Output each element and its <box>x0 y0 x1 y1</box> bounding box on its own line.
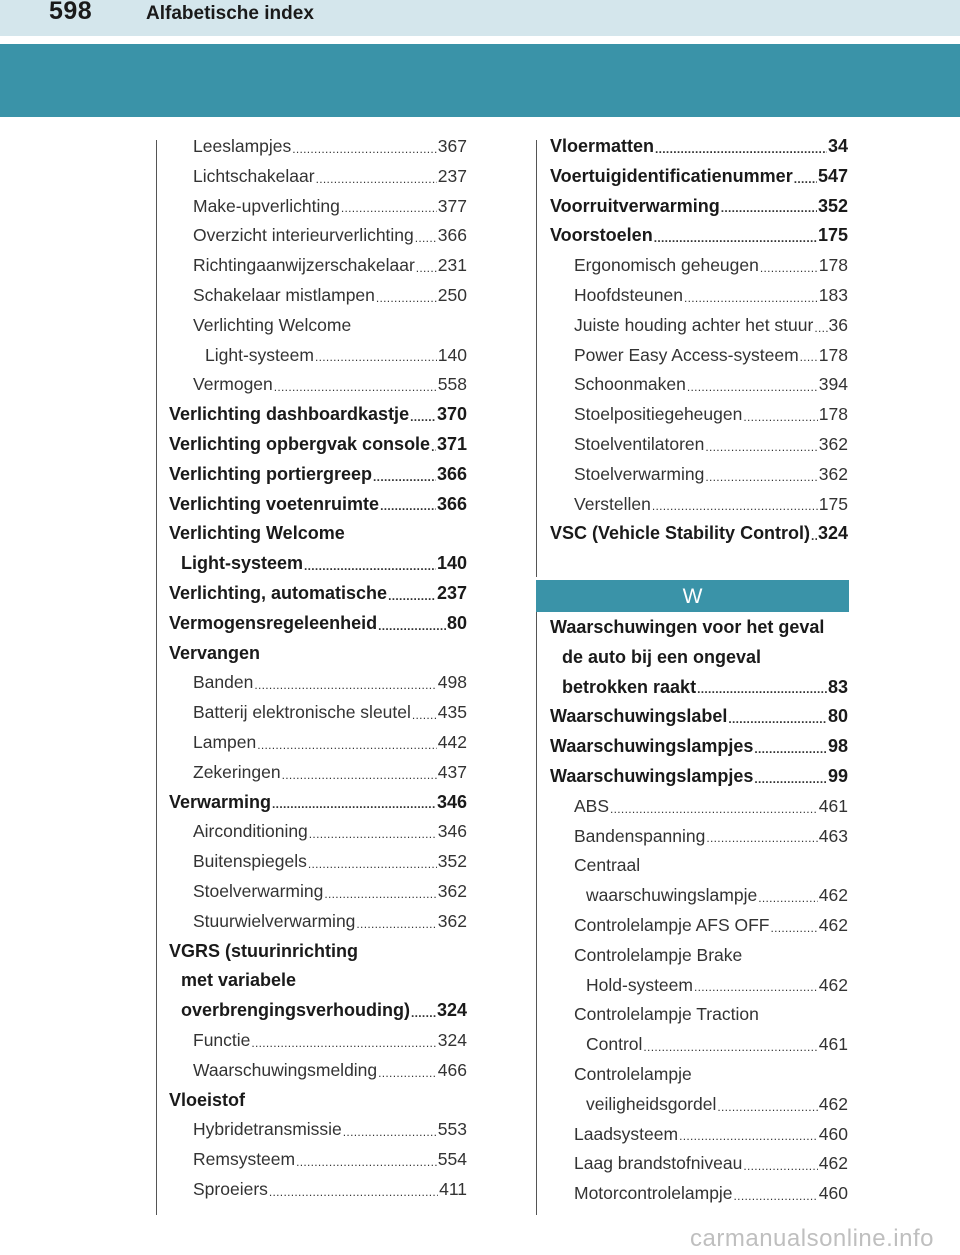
index-entry-term: Vermogen <box>193 374 273 395</box>
index-entry <box>169 370 467 400</box>
right-column-rule-lower <box>536 612 537 1215</box>
index-entry <box>169 966 467 996</box>
index-entry <box>550 851 848 881</box>
index-entry-term: Schoonmaken <box>574 374 686 395</box>
index-entry-page: 462 <box>818 1153 848 1174</box>
index-entry-term: Power Easy Access-systeem <box>574 344 799 365</box>
index-entry-page: 352 <box>437 851 467 872</box>
index-entry <box>169 221 467 251</box>
index-entry-page: 554 <box>437 1149 467 1170</box>
dot-leader <box>415 221 437 251</box>
index-entry-term: Control <box>586 1034 643 1055</box>
index-entry-term: Schakelaar mistlampen <box>193 284 375 305</box>
index-entry-term: Verlichting opbergvak console <box>169 433 431 454</box>
dot-leader <box>655 132 827 162</box>
index-entry <box>169 519 467 549</box>
index-entry <box>550 132 848 162</box>
index-entry-term: Voorstoelen <box>550 225 653 246</box>
index-entry <box>169 430 467 460</box>
index-entry <box>169 1086 467 1116</box>
dot-leader <box>654 221 817 251</box>
dot-leader <box>706 822 817 852</box>
index-entry-page: 178 <box>818 404 848 425</box>
index-entry <box>550 673 848 703</box>
dot-leader <box>684 281 818 311</box>
index-entry-page: 175 <box>818 493 848 514</box>
index-entry-term: Lampen <box>193 731 257 752</box>
index-entry-term: Waarschuwingslampjes <box>550 765 754 786</box>
index-entry-term: Voertuigidentificatienummer <box>550 165 793 186</box>
index-entry-term: Sproeiers <box>193 1178 268 1199</box>
index-entry-page: 324 <box>436 1000 467 1021</box>
index-entry <box>169 311 467 341</box>
index-entry-term: VSC (Vehicle Stability Control) <box>550 523 811 544</box>
index-entry-term: VGRS (stuurinrichting <box>169 940 358 961</box>
index-entry-page: 463 <box>818 825 848 846</box>
index-entry-term: met variabele <box>181 970 297 991</box>
index-entry-page: 237 <box>436 582 467 603</box>
index-entry-term: Light-systeem <box>205 344 314 365</box>
dot-leader <box>679 1120 818 1150</box>
index-entry-page: 250 <box>437 284 467 305</box>
index-entry <box>169 877 467 907</box>
index-entry-term: Hoofdsteunen <box>574 284 683 305</box>
dot-leader <box>794 162 817 192</box>
index-entry-term: Make-upverlichting <box>193 195 340 216</box>
index-entry <box>550 400 848 430</box>
index-entry-term: waarschuwingslampje <box>586 885 758 906</box>
index-entry <box>550 221 848 251</box>
index-entry-page: 394 <box>818 374 848 395</box>
index-entry-page: 178 <box>818 344 848 365</box>
index-entry <box>550 1090 848 1120</box>
index-entry-page: 466 <box>437 1059 467 1080</box>
index-column-right-w <box>550 613 848 1209</box>
index-entry-term: Lichtschakelaar <box>193 165 315 186</box>
index-entry-page: 183 <box>818 284 848 305</box>
index-entry <box>550 519 848 549</box>
page-number: 598 <box>49 0 93 25</box>
dot-leader <box>697 673 827 703</box>
dot-leader <box>269 1175 438 1205</box>
index-entry-page: 461 <box>818 1034 848 1055</box>
index-entry <box>550 971 848 1001</box>
dot-leader <box>380 490 436 520</box>
index-entry <box>169 400 467 430</box>
dot-leader <box>717 1090 817 1120</box>
index-entry-term: betrokken raakt <box>562 676 697 697</box>
index-entry-page: 460 <box>818 1123 848 1144</box>
index-entry-term: Controlelampje Traction <box>574 1004 759 1025</box>
index-entry <box>550 341 848 371</box>
index-entry-term: Stoelpositiegeheugen <box>574 404 743 425</box>
index-entry-page: 366 <box>437 225 467 246</box>
index-entry <box>169 251 467 281</box>
dot-leader <box>431 430 436 460</box>
index-entry-page: 346 <box>436 791 467 812</box>
dot-leader <box>760 251 818 281</box>
index-entry-term: Stoelverwarming <box>574 463 705 484</box>
header-bar <box>0 0 960 36</box>
index-entry-term: Laag brandstofniveau <box>574 1153 743 1174</box>
index-entry-term: Functie <box>193 1029 251 1050</box>
index-column-right <box>550 132 848 549</box>
index-entry-page: 366 <box>436 493 467 514</box>
index-entry-page: 324 <box>437 1029 467 1050</box>
index-entry-term: Airconditioning <box>193 821 308 842</box>
index-entry-term: Verlichting portiergreep <box>169 463 373 484</box>
index-entry-term: Verwarming <box>169 791 272 812</box>
index-entry-term: Stoelventilatoren <box>574 433 705 454</box>
index-entry <box>169 639 467 669</box>
index-entry-term: Light-systeem <box>181 553 304 574</box>
dot-leader <box>412 698 437 728</box>
index-entry <box>169 162 467 192</box>
index-entry-term: Verlichting, automatische <box>169 582 388 603</box>
index-entry-term: Waarschuwingslampjes <box>550 736 754 757</box>
page-title: Alfabetische index <box>146 3 314 24</box>
index-entry <box>550 881 848 911</box>
dot-leader <box>282 758 437 788</box>
index-entry-page: 352 <box>817 195 848 216</box>
index-entry <box>550 643 848 673</box>
index-entry-term: Controlelampje <box>574 1063 692 1084</box>
index-entry <box>550 1030 848 1060</box>
index-entry <box>550 911 848 941</box>
index-entry-page: 80 <box>446 612 467 633</box>
index-entry-page: 367 <box>437 136 467 156</box>
index-entry-page: 178 <box>818 255 848 276</box>
header-band <box>0 44 960 117</box>
index-entry <box>169 281 467 311</box>
index-entry-term: Ergonomisch geheugen <box>574 255 759 276</box>
index-entry-page: 558 <box>437 374 467 395</box>
dot-leader <box>705 430 817 460</box>
index-column-left <box>169 132 467 1205</box>
dot-leader <box>643 1030 817 1060</box>
index-entry <box>169 341 467 371</box>
dot-leader <box>257 728 437 758</box>
dot-leader <box>610 792 818 822</box>
dot-leader <box>800 341 818 371</box>
index-entry <box>550 732 848 762</box>
index-entry-page: 498 <box>437 672 467 693</box>
index-entry-page: 547 <box>817 165 848 186</box>
index-entry-term: overbrengingsverhouding) <box>181 1000 411 1021</box>
index-entry-term: Motorcontrolelampje <box>574 1183 733 1204</box>
index-entry-page: 411 <box>439 1178 467 1199</box>
dot-leader <box>292 132 437 162</box>
index-entry-page: 36 <box>828 314 848 335</box>
dot-leader <box>758 881 818 911</box>
index-entry <box>550 281 848 311</box>
index-entry-page: 371 <box>436 433 467 454</box>
index-entry-term: Waarschuwingen voor het geval <box>550 617 825 637</box>
dot-leader <box>324 877 436 907</box>
index-entry-term: Banden <box>193 672 254 693</box>
index-entry-term: ABS <box>574 795 610 816</box>
index-entry-page: 362 <box>437 880 467 901</box>
index-entry-term: Leeslampjes <box>193 136 292 156</box>
index-entry-term: veiligheidsgordel <box>586 1093 717 1114</box>
index-entry-term: Centraal <box>574 855 641 876</box>
index-entry-term: Overzicht interieurverlichting <box>193 225 414 246</box>
index-entry-page: 99 <box>827 765 848 786</box>
index-entry <box>550 702 848 732</box>
index-entry <box>169 1175 467 1205</box>
index-entry <box>550 1000 848 1030</box>
index-entry <box>169 1145 467 1175</box>
index-entry-page: 366 <box>436 463 467 484</box>
index-entry-page: 231 <box>437 255 467 276</box>
index-entry-page: 435 <box>437 702 467 723</box>
index-entry-term: Verlichting voetenruimte <box>169 493 380 514</box>
index-entry-term: Verstellen <box>574 493 651 514</box>
dot-leader <box>378 609 446 639</box>
index-entry-page: 83 <box>827 676 848 697</box>
index-entry-page: 462 <box>818 1093 848 1114</box>
index-entry <box>169 1056 467 1086</box>
dot-leader <box>378 1056 437 1086</box>
index-entry <box>169 460 467 490</box>
dot-leader <box>721 192 817 222</box>
index-entry <box>550 370 848 400</box>
index-entry-page: 362 <box>818 433 848 454</box>
index-entry <box>169 579 467 609</box>
index-entry-term: Vloermatten <box>550 136 655 156</box>
dot-leader <box>272 788 436 818</box>
dot-leader <box>754 732 827 762</box>
index-entry-term: Vervangen <box>169 642 261 663</box>
dot-leader <box>410 400 436 430</box>
index-entry-term: Hold-systeem <box>586 974 693 995</box>
index-entry-term: Buitenspiegels <box>193 851 307 872</box>
index-entry-term: Richtingaanwijzerschakelaar <box>193 255 415 276</box>
index-entry-term: Controlelampje AFS OFF <box>574 914 770 935</box>
index-entry-page: 140 <box>437 344 467 365</box>
index-entry <box>550 1179 848 1209</box>
dot-leader <box>754 762 827 792</box>
index-entry <box>550 460 848 490</box>
left-column-rule <box>156 140 157 1215</box>
dot-leader <box>705 460 817 490</box>
index-entry <box>169 758 467 788</box>
index-entry-term: Verlichting Welcome <box>169 523 345 544</box>
dot-leader <box>373 460 436 490</box>
index-entry <box>169 490 467 520</box>
dot-leader <box>308 847 437 877</box>
index-entry-page: 324 <box>817 523 848 544</box>
index-entry <box>550 162 848 192</box>
index-entry-term: Laadsysteem <box>574 1123 679 1144</box>
index-entry-term: Remsysteem <box>193 1149 296 1170</box>
dot-leader <box>743 1149 817 1179</box>
dot-leader <box>315 341 437 371</box>
index-entry <box>169 937 467 967</box>
dot-leader <box>376 281 437 311</box>
dot-leader <box>814 311 827 341</box>
index-entry-term: Batterij elektronische sleutel <box>193 702 411 723</box>
index-entry-page: 362 <box>818 463 848 484</box>
index-entry <box>550 762 848 792</box>
dot-leader <box>254 668 436 698</box>
index-entry <box>169 609 467 639</box>
index-entry <box>550 490 848 520</box>
index-entry <box>169 728 467 758</box>
index-entry <box>550 1060 848 1090</box>
index-entry-page: 377 <box>437 195 467 216</box>
index-entry <box>169 817 467 847</box>
index-entry-page: 98 <box>827 736 848 757</box>
dot-leader <box>652 490 818 520</box>
index-entry <box>550 822 848 852</box>
index-entry <box>550 613 848 643</box>
index-entry-term: Controlelampje Brake <box>574 944 743 965</box>
index-entry <box>550 1149 848 1179</box>
section-letter-w: W <box>536 580 849 612</box>
index-entry-page: 461 <box>818 795 848 816</box>
dot-leader <box>734 1179 818 1209</box>
dot-leader <box>388 579 436 609</box>
index-entry-page: 175 <box>817 225 848 246</box>
index-entry <box>169 996 467 1026</box>
dot-leader <box>296 1145 437 1175</box>
dot-leader <box>687 370 818 400</box>
index-entry-page: 553 <box>437 1119 467 1140</box>
dot-leader <box>770 911 817 941</box>
index-entry-page: 34 <box>827 136 848 156</box>
dot-leader <box>694 971 818 1001</box>
index-entry-term: Hybridetransmissie <box>193 1119 342 1140</box>
index-entry-term: Stoelverwarming <box>193 880 324 901</box>
dot-leader <box>309 817 437 847</box>
index-entry-term: Waarschuwingslabel <box>550 706 728 727</box>
dot-leader <box>743 400 817 430</box>
index-entry-page: 370 <box>436 404 467 425</box>
index-entry-term: Verlichting Welcome <box>193 314 352 335</box>
index-entry-term: Stuurwielverwarming <box>193 910 356 931</box>
index-entry-page: 362 <box>437 910 467 931</box>
index-entry <box>550 1120 848 1150</box>
index-entry-page: 437 <box>437 761 467 782</box>
dot-leader <box>316 162 437 192</box>
index-entry <box>169 907 467 937</box>
index-entry <box>169 788 467 818</box>
index-entry <box>550 430 848 460</box>
index-entry <box>169 1026 467 1056</box>
index-entry <box>550 311 848 341</box>
dot-leader <box>356 907 436 937</box>
index-entry-page: 460 <box>818 1183 848 1204</box>
index-entry-page: 462 <box>818 885 848 906</box>
index-entry-term: Voorruitverwarming <box>550 195 720 216</box>
dot-leader <box>274 370 437 400</box>
dot-leader <box>411 996 436 1026</box>
index-entry <box>169 132 467 162</box>
index-entry-term: Zekeringen <box>193 761 281 782</box>
index-entry <box>169 1115 467 1145</box>
dot-leader <box>304 549 436 579</box>
index-entry <box>550 192 848 222</box>
index-entry-page: 140 <box>436 553 467 574</box>
index-entry <box>169 192 467 222</box>
index-entry-term: de auto bij een ongeval <box>562 646 762 667</box>
right-column-rule <box>536 140 537 577</box>
index-entry <box>550 941 848 971</box>
index-entry <box>550 251 848 281</box>
index-entry-page: 80 <box>827 706 848 727</box>
index-entry-term: Vloeistof <box>169 1089 246 1110</box>
dot-leader <box>728 702 827 732</box>
index-entry-page: 462 <box>818 974 848 995</box>
index-entry-page: 346 <box>437 821 467 842</box>
index-entry-page: 462 <box>818 914 848 935</box>
index-entry-term: Verlichting dashboardkastje <box>169 404 410 425</box>
index-entry <box>169 847 467 877</box>
dot-leader <box>251 1026 436 1056</box>
index-entry-term: Vermogensregeleenheid <box>169 612 378 633</box>
watermark: carmanualsonline.info <box>690 1225 934 1252</box>
index-entry-page: 442 <box>437 731 467 752</box>
index-entry <box>550 792 848 822</box>
index-entry-page: 237 <box>437 165 467 186</box>
index-entry-term: Waarschuwingsmelding <box>193 1059 378 1080</box>
index-entry-term: Bandenspanning <box>574 825 706 846</box>
index-entry <box>169 668 467 698</box>
index-entry <box>169 549 467 579</box>
dot-leader <box>416 251 437 281</box>
index-entry-term: Juiste houding achter het stuur <box>574 314 814 335</box>
index-entry <box>169 698 467 728</box>
dot-leader <box>811 519 817 549</box>
dot-leader <box>343 1115 437 1145</box>
dot-leader <box>341 192 437 222</box>
